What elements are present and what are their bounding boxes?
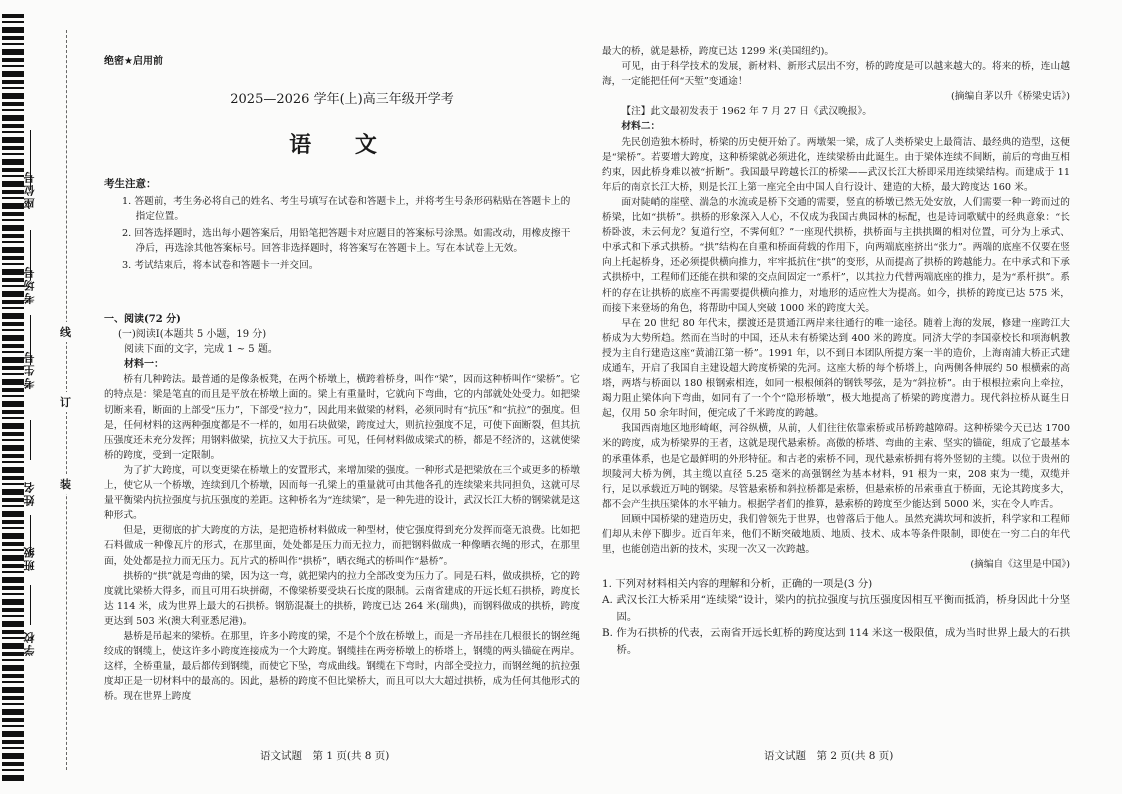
passage-paragraph: 早在 20 世纪 80 年代末，摆渡还是贯通江两岸来往通行的唯一途径。随着上海的发展，修建一座跨江大桥成为大势所趋。然而在当时的中国，还从未有桥梁达到 400 米的跨度。同济大学的李国豪校长和项海帆教授为主自行建造这座“黄浦江第一桥”。1991 年，以不到日本团队所提方案一半的造价，上海南浦大桥正式建成通车，开启了我国自主建设超大跨度桥梁的先河。这座大桥的每个桥塔上，向两侧各伸展约 50 根横索的高塔，两塔与桥面以 180 根钢索相连，如同一根根倾斜的钢铁琴弦，是为“斜拉桥”。由于根根拉索向上牵拉，竭力阻止梁体向下弯曲，如同有了一个个“隐形桥墩”，极大地提高了桥梁的跨度潜力。现代斜拉桥从诞生日起，仅用 50 余年时间，便完成了千米跨度的跨越。 xyxy=(602,317,1070,420)
seal-word: 装 xyxy=(60,474,71,494)
question-stem: 1. 下列对材料相关内容的理解和分析，正确的一项是(3 分) xyxy=(602,578,873,591)
source-citation: (摘编自《这里是中国》) xyxy=(970,559,1070,571)
note: 【注】此文最初发表于 1962 年 7 月 27 日《武汉晚报》。 xyxy=(621,106,872,118)
binding-line xyxy=(30,420,31,460)
class-label: 班级 xyxy=(23,545,36,571)
confidential-mark: 绝密★启用前 xyxy=(104,56,163,67)
page-footer-right: 语文试题 第 2 页(共 8 页) xyxy=(764,750,894,762)
candidate-number-label: 考生号 xyxy=(23,350,36,389)
material-two-label: 材料二： xyxy=(621,121,661,133)
right-page-body xyxy=(602,44,1070,658)
source-citation: (摘编自茅以升《桥梁史话》) xyxy=(951,91,1070,103)
passage-paragraph: 我国西南地区地形崎岖，河谷纵横，从前，人们往往依靠索桥或吊桥跨越障碍。这种桥梁今天已达 1700 米的跨度，成为桥梁界的王者，这就是现代悬索桥。高傲的桥塔、弯曲的主索、坚实的锚碇，组成了它最基本的承重体系，也是它最鲜明的外形特征。和古老的索桥不同，现代悬索桥拥有将外竖韧的主缆。以位于贵州的坝陵河大桥为例，其主缆以直径 5.25 毫米的高强钢丝为基本材料，91 根为一束，208 束为一缆，双缆并行，足以承载近万吨的钢梁。尽管悬索桥和斜拉桥都是索桥，但悬索桥的吊索垂直于桥面，无论其跨度多大，都不会产生拱压梁体的水平轴力。根据学者们的推算，悬索桥的跨度至少能达到 5000 米，实在令人咋舌。 xyxy=(602,423,1070,510)
subject-title: 语 文 xyxy=(289,132,395,158)
passage-paragraph: 回顾中国桥梁的建造历史，我们曾领先于世界，也曾落后于他人。虽然充满坎坷和波折，科学家和工程师们却从未停下脚步。近百年来，他们不断突破地质、地质、技术、成本等条件限制，即使在一穷二白的年代里，也能创造出新的技术，实现一次又一次跨越。 xyxy=(602,513,1070,556)
notice-item: 3. 考试结束后，将本试卷和答题卡一并交回。 xyxy=(122,259,319,271)
exam-title: 2025—2026 学年(上)高三年级开学考 xyxy=(230,92,454,107)
instruction: 阅读下面的文字，完成 1 ~ 5 题。 xyxy=(124,344,278,356)
seat-number-label: 座位号 xyxy=(23,170,36,209)
name-label: 姓名 xyxy=(23,480,36,506)
exam-room-label: 考场号 xyxy=(23,265,36,304)
notice-list xyxy=(122,194,578,274)
barcode xyxy=(2,14,24,784)
passage-paragraph: 桥有几种跨法。最普通的是像条板凳，在两个桥墩上，横跨着桥身，叫作“梁”，因而这种桥叫作“梁桥”。它的特点是：梁是笔直的而且是平放在桥墩上面的。梁上有重量时，它就向下弯曲，它的内部就处处受力。如把梁切断来看，断面的上部受“压力”，下部受“拉力”，因此用来做梁的材料，必须同时有“抗压”和“抗拉”的强度。但是，任何材料的这两种强度都是不一样的，如用石块做梁，跨度过大，则抗拉强度不足，可使下面断裂，但其抗压强度还未充分发挥；用钢料做梁，抗拉又大于抗压。可见，任何材料做成梁式的桥，都是不经济的，这就使梁桥的跨度，受到一定限制。 xyxy=(104,374,580,461)
passage-paragraph: 最大的桥，就是悬桥，跨度已达 1299 米(美国纽约)。 xyxy=(602,46,835,57)
passage-paragraph: 可见，由于科学技术的发展，新材料、新形式层出不穷，桥的跨度是可以越来越大的。将来的桥，连山越海，一定能把任何“天堑”变通途！ xyxy=(602,61,1070,88)
passage-paragraph: 但是，更彻底的扩大跨度的方法，是把造桥材料做成一种型材，使它强度得到充分发挥而毫无浪费。比如把石料做成一种像瓦片的形式，在那里面，处处都是压力而无拉力，而把钢料做成一种像晒衣绳的形式，在那里面，处处都是拉力而无压力。瓦片式的桥叫作“拱桥”，晒衣绳式的桥叫作“悬桥”。 xyxy=(104,525,580,567)
passage-paragraph: 拱桥的“拱”就是弯曲的梁，因为这一弯，就把梁内的拉力全部改变为压力了。同是石料，做成拱桥，它的跨度就比梁桥大得多，而且可用石块拼砌，不像梁桥要受块石长度的限制。云南省建成的开远长虹石拱桥，跨度长达 114 米，成为世界上最大的石拱桥。钢筋混凝土的拱桥，跨度已达 264 米(瑞典)，而钢料做成的拱桥，跨度更达到 503 米(澳大利亚悉尼港)。 xyxy=(104,570,580,627)
seal-word: 线 xyxy=(60,322,71,342)
passage-paragraph: 悬桥是吊起来的梁桥。在那里，许多小跨度的梁，不是个个放在桥墩上，而是一齐吊挂在几根很长的钢丝绳绞成的钢缆上，使这许多小跨度连接成为一个大跨度。钢缆挂在两旁桥墩上的桥塔上，钢缆的两头锚碇在两岸。这样，全桥重量，最后都传到钢缆，而使它下坠，弯成曲线。钢缆在下弯时，内部全受拉力，而钢丝绳的抗拉强度却正是一切材料中的最高的。因此，悬桥的跨度不但比梁桥大，而且可以大大超过拱桥，成为任何其他形式的桥。现在世界上跨度 xyxy=(104,630,580,703)
binding-line xyxy=(30,585,31,625)
binding-margin xyxy=(0,0,70,794)
left-page-body xyxy=(104,312,580,704)
answer-option: B. 作为石拱桥的代表，云南省开远长虹桥的跨度达到 114 米这一极限值，成为当时世界上最大的石拱桥。 xyxy=(602,627,1070,656)
notice-item: 1. 答题前，考生务必将自己的姓名、考生号填写在试卷和答题卡上，并将考生号条形码粘贴在答题卡上的指定位置。 xyxy=(122,196,571,223)
school-label: 学校 xyxy=(23,630,36,656)
passage-paragraph: 先民创造独木桥时，桥梁的历史便开始了。两墩架一梁，成了人类桥梁史上最简洁、最经典的造型，这便是“梁桥”。若要增大跨度，这种桥梁就必须进化，连续梁桥由此诞生。由于梁体连续不间断，前后的弯曲互相约束，因此桥身难以被“折断”。我国最早跨越长江的桥梁——武汉长江大桥即采用连续梁结构。而建成于 11 年后的南京长江大桥，则是长江上第一座完全由中国人自行设计、建造的大桥，最大跨度达 160 米。 xyxy=(602,136,1070,193)
seal-word: 订 xyxy=(60,392,71,412)
passage-paragraph: 面对陡峭的崖壁、湍急的水流或是桥下交通的需要，竖直的桥墩已然无处安放，人们需要一种一跨而过的桥梁，比如“拱桥”。拱桥的形象深入人心，不仅成为我国古典园林的标配，也是诗词歌赋中的经典意象：“长桥卧波，未云何龙？复道行空，不霁何虹？”一座现代拱桥，拱桥面与主拱拱圈的相对位置，可分为上承式、中承式和下承式拱桥。“拱”结构在自重和桥面荷载的作用下，向两端底座挤出“张力”。两端的底座不仅要在竖向上托起桥身，还必须提供横向推力，牢牢抵抗住“拱”的变形，从而提高了拱桥的跨越能力。在中承式和下承式拱桥中，工程师们还能在拱和梁的交点间固定一“系杆”，以其拉力代替两端底座的推力，是为“系杆拱”。系杆的存在让拱桥的底座不再需要提供横向推力，对地形的适应性大为提高。如今，拱桥的跨度已达 575 米，而接下来登场的角色，将帮助中国人突破 1000 米的跨度大关。 xyxy=(602,196,1070,314)
material-one-label: 材料一： xyxy=(124,359,164,371)
section-heading: 一、阅读(72 分) xyxy=(104,314,181,325)
notice-item: 2. 回答选择题时，选出每小题答案后，用铅笔把答题卡对应题目的答案标号涂黑。如需改动，用橡皮擦干净后，再选涂其他答案标号。回答非选择题时，将答案写在答题卡上。写在本试卷上无效。 xyxy=(122,227,571,255)
answer-option: A. 武汉长江大桥采用“连续梁”设计，梁内的抗拉强度与抗压强度因相互平衡而抵消，桥身因此十分坚固。 xyxy=(602,594,1070,623)
passage-paragraph: 为了扩大跨度，可以变更梁在桥墩上的安置形式，来增加梁的强度。一种形式是把梁放在三个或更多的桥墩上，使它从一个桥墩，连续到几个桥墩，因而每一孔梁上的重量就可由其他各孔的连续梁来共同担负，这就可尽量平衡梁内抗拉强度与抗压强度的差距。这种桥名为“连续梁”，是一种先进的设计，武汉长江大桥的钢梁就是这种形式。 xyxy=(104,464,580,522)
notice-title: 考生注意： xyxy=(104,178,157,190)
page-footer-left: 语文试题 第 1 页(共 8 页) xyxy=(260,750,390,762)
subsection-heading: (一)阅读Ⅰ(本题共 5 小题，19 分) xyxy=(118,329,267,341)
